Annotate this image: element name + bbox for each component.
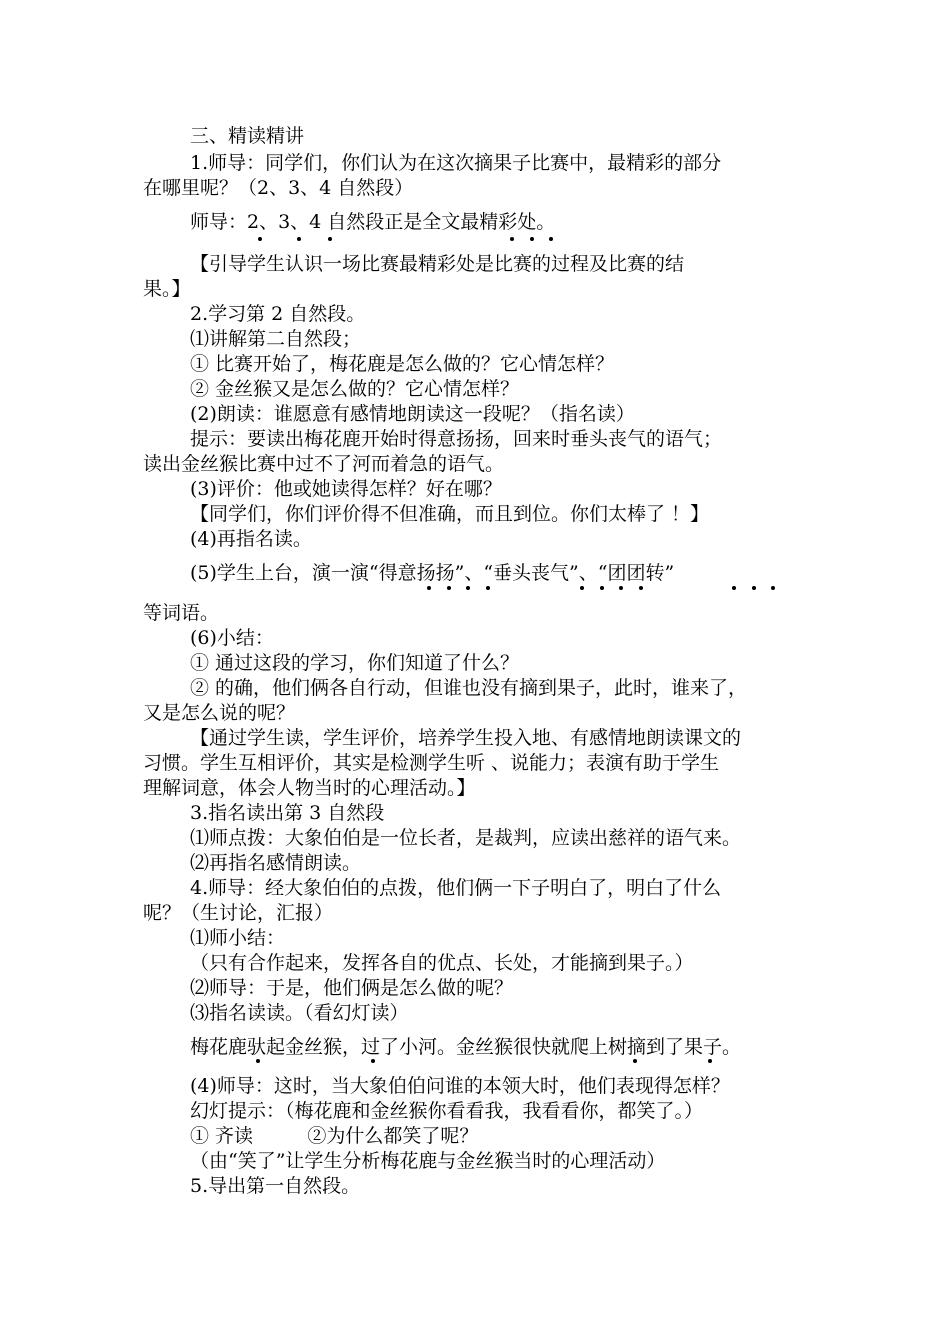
text-line: ⑶指名读读。（看幻灯读） [190,1002,409,1024]
text-line: 【通过学生读，学生评价，培养学生投入地、有感情地朗读课文的 [190,727,742,749]
text-line: 呢？（生讨论，汇报） [143,902,334,924]
emphasis-dot [580,586,584,590]
text-line: ① 通过这段的学习，你们知道了什么？ [190,652,520,674]
emphasis-dot [708,1059,712,1063]
text-line: 5.导出第一自然段。 [190,1175,361,1197]
text-line: ⑵再指名感情朗读。 [190,852,362,874]
text-line: 3.指名读出第 3 自然段 [190,802,385,824]
text-line: 等词语。 [143,602,220,624]
text-line: (4)师导：这时，当大象伯伯问谁的本领大时，他们表现得怎样？ [190,1075,730,1097]
emphasis-dot [447,586,451,590]
text-line: ② 金丝猴又是怎么做的？它心情怎样？ [190,378,520,400]
text-line: 习惯。学生互相评价，其实是检测学生听 、说能力；表演有助于学生 [143,752,720,774]
text-line: ⑴师点拨：大象伯伯是一位长者，是裁判，应读出慈祥的语气来。 [190,827,742,849]
emphasis-dot [486,586,490,590]
emphasis-dot [633,1059,637,1063]
text-line: ⑴讲解第二自然段； [190,328,362,350]
emphasis-dot [600,586,604,590]
text-line: ② 的确，他们俩各自行动，但谁也没有摘到果子，此时，谁来了， [190,677,748,699]
text-line: 2.学习第 2 自然段。 [190,303,366,325]
emphasis-dot [549,237,553,241]
section-heading: 三、精读精讲 [190,125,305,147]
emphasis-dot [256,1059,260,1063]
emphasis-dot [752,586,756,590]
text-line: (2)朗读：谁愿意有感情地朗读这一段呢？（指名读） [190,403,635,425]
emphasis-dot [466,586,470,590]
text-line: 【同学们，你们评价得不但准确，而且到位。你们太棒了 ！】 [190,503,710,525]
emphasis-dot [371,1059,375,1063]
emphasis-dot [639,586,643,590]
text-line: 读出金丝猴比赛中过不了河而着急的语气。 [143,453,505,475]
text-line: 梅花鹿驮起金丝猴，过了小河。金丝猴很快就爬上树摘到了果子。 [190,1036,742,1058]
text-line: ⑵师导：于是，他们俩是怎么做的呢？ [190,977,514,999]
text-line: 4.师导：经大象伯伯的点拨，他们俩一下子明白了，明白了什么 [190,877,722,899]
text-line: 提示：要读出梅花鹿开始时得意扬扬，回来时垂头丧气的语气； [190,428,723,450]
text-line: ① 比赛开始了，梅花鹿是怎么做的？它心情怎样？ [190,353,615,375]
text-line: (4)再指名读。 [190,528,312,550]
emphasis-dot [510,237,514,241]
text-line: ① 齐读 ②为什么都笑了呢？ [190,1125,479,1147]
text-line: 在哪里呢？（2、3、4 自然段） [143,177,414,199]
text-line: （只有合作起来，发挥各自的优点、长处，才能摘到果子。） [190,952,694,974]
text-line: 果。】 [143,278,191,300]
text-line: (6)小结： [190,627,274,649]
text-line: 师导：2、3、4 自然段正是全文最精彩处。 [190,211,556,233]
emphasis-dot [530,237,534,241]
emphasis-dot [732,586,736,590]
emphasis-dot [771,586,775,590]
emphasis-dot [258,237,262,241]
emphasis-dot [297,237,301,241]
text-line: 【引导学生认识一场比赛最精彩处是比赛的过程及比赛的结 [190,253,685,275]
emphasis-dot [328,237,332,241]
text-line: (5)学生上台，演一演“得意扬扬”、“垂头丧气”、“团团转” [190,562,675,584]
text-line: 理解词意，体会人物当时的心理活动。】 [143,777,476,799]
emphasis-dot [619,586,623,590]
emphasis-dot [427,586,431,590]
text-line: 幻灯提示：（梅花鹿和金丝猴你看看我，我看看你，都笑了。） [190,1100,704,1122]
text-line: ⑴师小结： [190,927,286,949]
text-line: （由“笑了”让学生分析梅花鹿与金丝猴当时的心理活动） [190,1150,666,1172]
text-line: 1.师导：同学们，你们认为在这次摘果子比赛中，最精彩的部分 [190,152,722,174]
text-line: 又是怎么说的呢？ [143,702,296,724]
text-line: (3)评价：他或她读得怎样？好在哪？ [190,478,502,500]
